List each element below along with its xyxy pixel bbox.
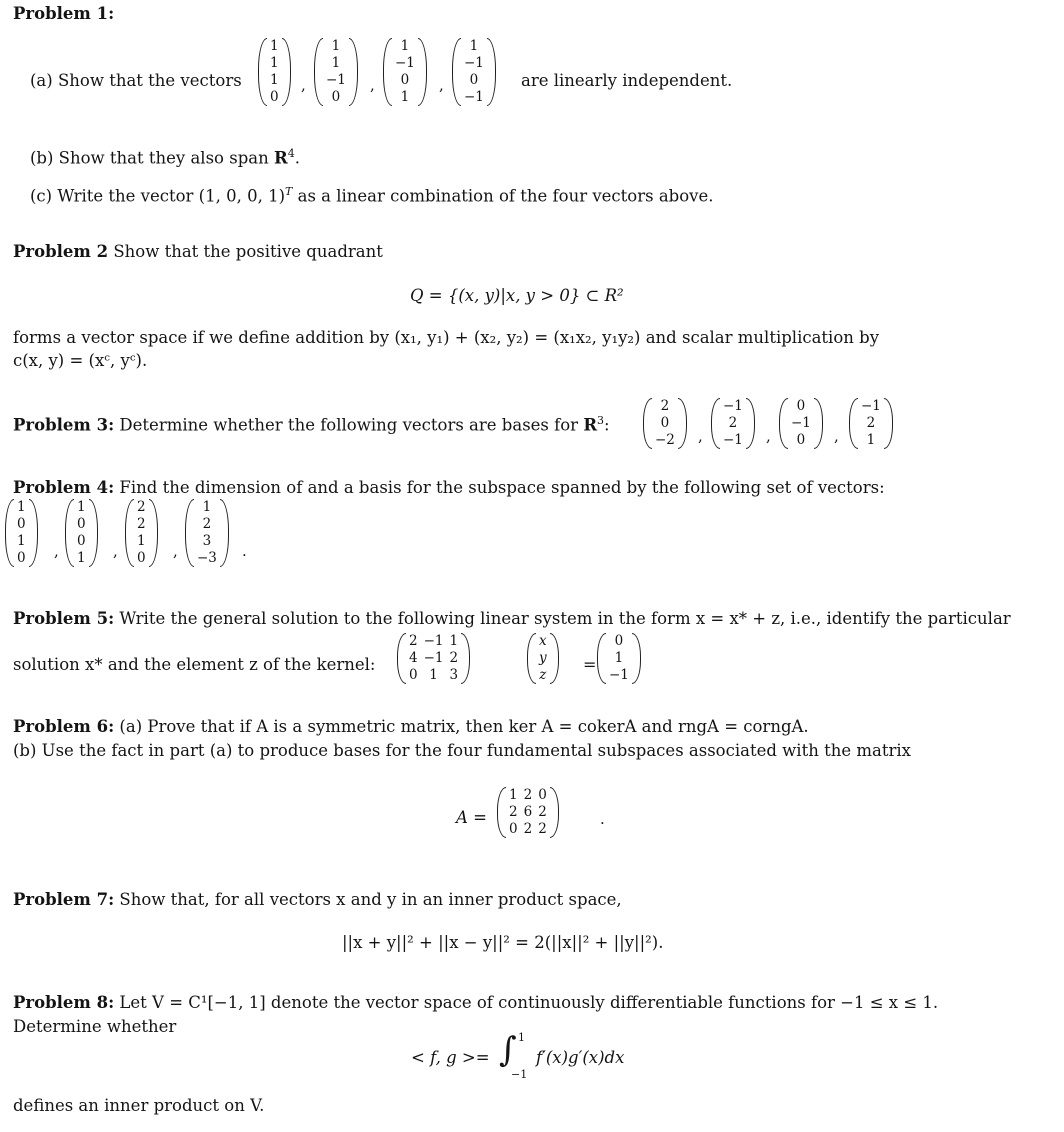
matrix-entry: 1: [614, 650, 624, 666]
matrix-entry: −2: [655, 432, 675, 448]
problem-8-line-2: Determine whether: [13, 1017, 177, 1036]
matrix-entry: 1: [331, 38, 341, 54]
p1-vector-4: [452, 38, 496, 106]
p8-integrand: f′(x)g′(x)dx: [536, 1048, 625, 1067]
matrix-entry: 0: [77, 533, 86, 549]
matrix-entry: 3: [449, 667, 459, 683]
matrix-entry: −3: [197, 550, 217, 566]
matrix-entry: 0: [660, 415, 670, 431]
matrix-entry: 1: [137, 533, 146, 549]
matrix-entry: 1: [270, 38, 279, 54]
problem-5-line-1: Problem 5: Write the general solution to the following linear system in the form x = x* + z, i.e., identify the particular: [13, 609, 1011, 628]
matrix-entry: 0: [17, 516, 26, 532]
matrix-entry: 1: [270, 72, 279, 88]
matrix-entry: 3: [202, 533, 212, 549]
matrix-entry: −1: [723, 398, 743, 414]
matrix-entry: 1: [509, 787, 518, 803]
p5-rhs-vector: [597, 633, 641, 684]
matrix-entry: 2: [202, 516, 212, 532]
matrix-entry: −1: [326, 72, 346, 88]
matrix-entry: 0: [137, 550, 146, 566]
p1-vector-3: [383, 38, 427, 106]
problem-3-text: Problem 3: Determine whether the following vectors are bases for $R^3$:: [13, 414, 610, 435]
matrix-entry: 0: [469, 72, 479, 88]
problem-6-a: Problem 6: (a) Prove that if A is a symmetric matrix, then ker A = cokerA and rngA = corngA.: [13, 717, 809, 736]
problem-4-text: Problem 4: Find the dimension of and a basis for the subspace spanned by the following set of vectors:: [13, 478, 885, 497]
comma: ,: [834, 427, 839, 445]
p8-integral-sign: ∫: [499, 1030, 517, 1070]
p5-coefficient-matrix: [397, 633, 470, 684]
p8-inner-product-lhs: < f, g >=: [411, 1048, 490, 1067]
p6-A-label: A =: [456, 808, 487, 827]
matrix-entry: 2: [137, 516, 146, 532]
matrix-entry: 0: [331, 89, 341, 105]
p4-vector-3: [125, 499, 158, 567]
problem-8-closing: defines an inner product on V.: [13, 1096, 265, 1115]
matrix-entry: 2: [523, 787, 533, 803]
matrix-entry: 1: [400, 89, 410, 105]
matrix-entry: 1: [469, 38, 479, 54]
matrix-entry: −1: [395, 55, 415, 71]
matrix-entry: 0: [77, 516, 86, 532]
problem-7-equation: ||x + y||² + ||x − y||² = 2(||x||² + ||y||²).: [342, 933, 664, 952]
problem-2-header: Problem 2 Show that the positive quadrant: [13, 242, 383, 261]
matrix-entry: −1: [464, 55, 484, 71]
matrix-entry: 2: [728, 415, 738, 431]
p3-vector-3: [779, 398, 823, 449]
matrix-entry: 2: [660, 398, 670, 414]
matrix-entry: −1: [791, 415, 811, 431]
p5-unknowns-vector: [527, 633, 559, 684]
matrix-entry: 2: [509, 804, 518, 820]
p5-equals: =: [583, 655, 597, 674]
problem-2-body-line-1: forms a vector space if we define addition by (x₁, y₁) + (x₂, y₂) = (x₁x₂, y₁y₂) and scalar multiplication by: [13, 328, 880, 347]
comma: ,: [439, 76, 444, 94]
problem-5-line-2: solution x* and the element z of the kernel:: [13, 655, 376, 674]
matrix-entry: 2: [137, 499, 146, 515]
matrix-entry: 1: [866, 432, 876, 448]
comma: ,: [113, 542, 118, 560]
problem-1-title: Problem 1:: [13, 4, 115, 23]
matrix-entry: 2: [538, 804, 547, 820]
matrix-entry: 2: [523, 821, 533, 837]
matrix-entry: 1: [429, 667, 438, 683]
matrix-entry: 1: [400, 38, 410, 54]
comma: ,: [766, 427, 771, 445]
problem-7-text: Problem 7: Show that, for all vectors x and y in an inner product space,: [13, 890, 622, 909]
matrix-entry: 1: [202, 499, 212, 515]
matrix-entry: x: [539, 633, 547, 649]
problem-6-b: (b) Use the fact in part (a) to produce bases for the four fundamental subspaces associated with the matrix: [13, 741, 911, 760]
comma: ,: [54, 542, 59, 560]
matrix-entry: 0: [538, 787, 547, 803]
problem-1a-suffix: are linearly independent.: [521, 71, 733, 90]
period: .: [600, 810, 605, 828]
p8-upper-limit: 1: [518, 1031, 525, 1044]
comma: ,: [698, 427, 703, 445]
matrix-entry: 0: [796, 398, 806, 414]
matrix-entry: 2: [409, 633, 418, 649]
matrix-entry: 0: [17, 550, 26, 566]
matrix-entry: z: [539, 667, 547, 683]
p4-vector-2: [65, 499, 98, 567]
matrix-entry: 2: [866, 415, 876, 431]
p1-vector-2: [314, 38, 358, 106]
matrix-entry: y: [539, 650, 547, 666]
problem-1c: (c) Write the vector (1, 0, 0, 1)$^T$ as a linear combination of the four vectors above.: [30, 185, 714, 206]
matrix-entry: 2: [538, 821, 547, 837]
p1-vector-1: [258, 38, 291, 106]
matrix-entry: 1: [17, 499, 26, 515]
matrix-entry: 0: [614, 633, 624, 649]
matrix-entry: 0: [796, 432, 806, 448]
matrix-entry: 0: [409, 667, 418, 683]
comma: ,: [173, 542, 178, 560]
p3-vector-1: [643, 398, 687, 449]
matrix-entry: 0: [400, 72, 410, 88]
matrix-entry: −1: [423, 633, 444, 649]
problem-1a-prefix: (a) Show that the vectors: [30, 71, 242, 90]
comma: ,: [370, 76, 375, 94]
p4-vector-4: [185, 499, 229, 567]
matrix-entry: 6: [523, 804, 533, 820]
matrix-entry: −1: [861, 398, 881, 414]
p8-lower-limit: −1: [511, 1068, 528, 1081]
p3-vector-4: [849, 398, 893, 449]
matrix-entry: 1: [77, 499, 86, 515]
comma: ,: [301, 76, 306, 94]
matrix-entry: −1: [723, 432, 743, 448]
matrix-entry: 1: [331, 55, 341, 71]
problem-2-body-line-2: c(x, y) = (xᶜ, yᶜ).: [13, 351, 148, 370]
matrix-entry: 1: [449, 633, 459, 649]
problem-8-line-1: Problem 8: Let V = C¹[−1, 1] denote the vector space of continuously differentiable functions for −1 ≤ x ≤ 1.: [13, 993, 939, 1012]
matrix-entry: −1: [609, 667, 629, 683]
matrix-entry: 1: [77, 550, 86, 566]
matrix-entry: 4: [409, 650, 418, 666]
matrix-entry: −1: [423, 650, 444, 666]
p3-vector-2: [711, 398, 755, 449]
problem-2-set-equation: Q = {(x, y)|x, y > 0} ⊂ R²: [410, 286, 624, 305]
p4-vector-1: [5, 499, 38, 567]
matrix-entry: 2: [449, 650, 459, 666]
matrix-entry: −1: [464, 89, 484, 105]
matrix-entry: 1: [270, 55, 279, 71]
matrix-entry: 1: [17, 533, 26, 549]
problem-1b: (b) Show that they also span $R^4$.: [30, 147, 300, 168]
period: .: [242, 542, 247, 560]
matrix-entry: 0: [509, 821, 518, 837]
matrix-entry: 0: [270, 89, 279, 105]
p6-matrix-A: [497, 787, 559, 838]
